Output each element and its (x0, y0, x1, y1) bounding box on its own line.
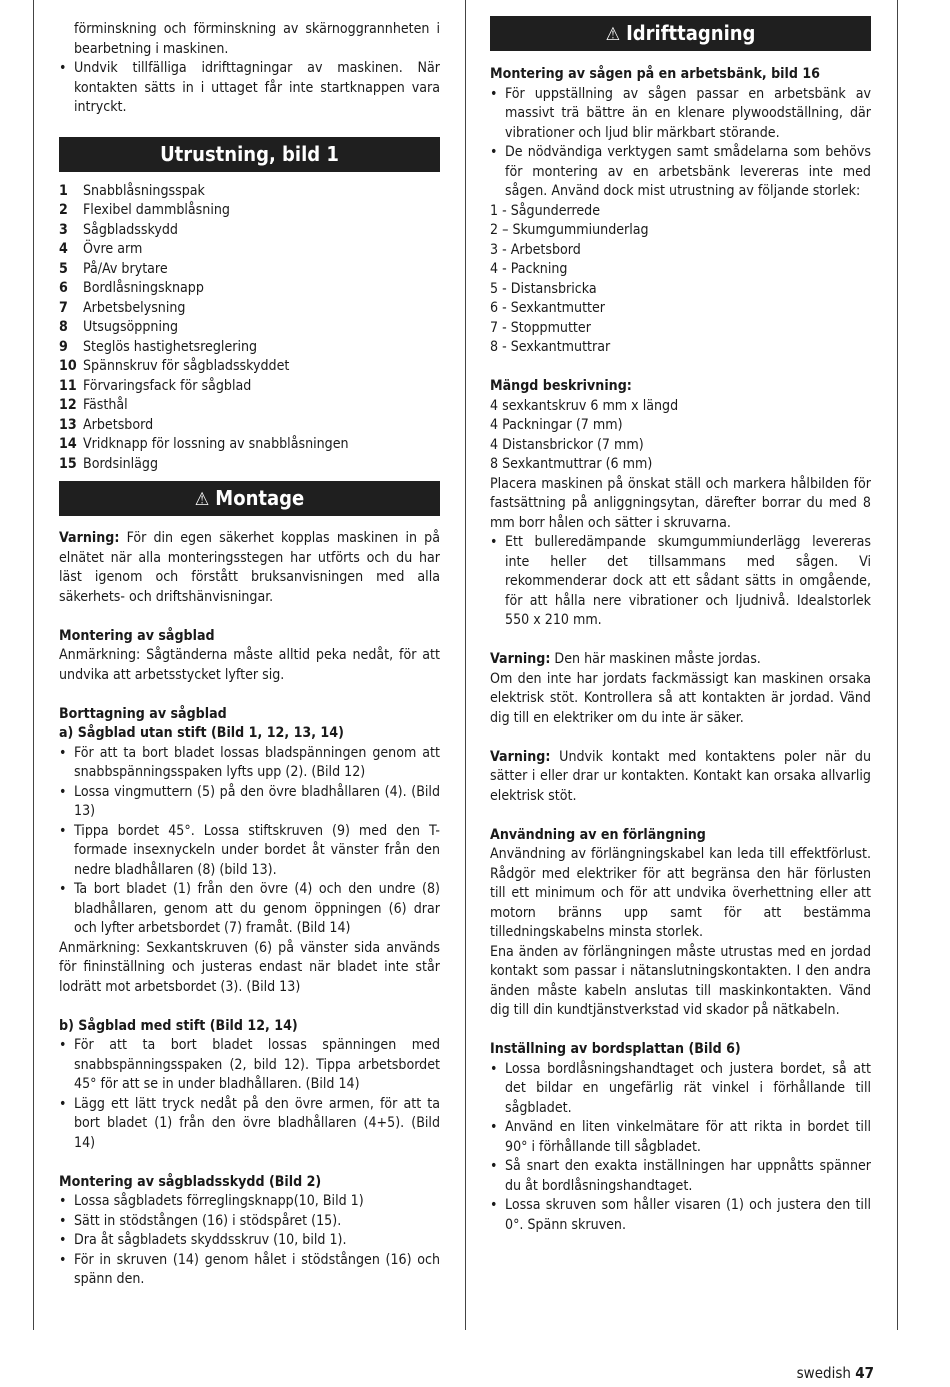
list-item: • För uppställning av sågen passar en arbetsbänk av massivt trä bättre än en klenare plywoodställning, där vibrationer och ljud blir märkbart störande. (490, 85, 871, 144)
equipment-number: 9 (59, 338, 68, 355)
extension-text-1: Användning av förlängningskabel kan leda till effektförlust. Rådgör med elektriker för att begränsa den här förlusten till ett minimum och för att undvika överhettning eller att motorn bränns upp samt för att bestämma tilledningskabelns minsta storlek. (490, 846, 871, 940)
equipment-item (59, 377, 440, 397)
list-item: 8 Sexkantmuttrar (6 mm) (490, 456, 653, 472)
equipment-item (59, 182, 440, 202)
list-item: 3 - Arbetsbord (490, 241, 581, 258)
guard-title: Montering av sågbladsskydd (Bild 2) (59, 1173, 322, 1190)
list-item: förminskning och förminskning av skärnoggrannheten i bearbetning i maskinen. (74, 21, 440, 57)
equipment-header: Utrustning, bild 1 (59, 137, 440, 172)
placement-text: Placera maskinen på önskat ställ och markera hålbilden för fastsättning på anliggningsytan, därefter borrar du med 8 mm borr hålen och sätter i skruvarna. (490, 475, 871, 531)
extension-text-2: Ena änden av förlängningen måste utrustas med en jordad kontakt som passar i nätanslutningskontakten. I den andra änden måste kabeln anslutas till maskinkontakten. Vänd dig till din kundtjänstverkstad vid skador på nätkabeln. (490, 943, 871, 1018)
list-item: 4 - Packning (490, 261, 568, 277)
list-item: 1 - Sågunderrede (490, 202, 601, 219)
equipment-number: 8 (59, 319, 68, 335)
guard-list (59, 1192, 440, 1290)
list-item: • Lossa skruven som håller visaren (1) och justera den till 0°. Spänn skruven. (490, 1196, 871, 1235)
list-item: • Ett bulleredämpande skumgummiunderlägg levereras inte heller det tillsammans med sågen. Vi rekommenderar dock att ett sådant sätts in omgående, för att hålla nere vibrationer och ljudnivå. Idealstorlek 550 x 210 mm. (490, 533, 871, 631)
page-number: 47 (855, 1364, 874, 1382)
equipment-item (59, 221, 440, 241)
blade-mount-title: Montering av sågblad (59, 627, 215, 644)
equipment-item (59, 455, 440, 475)
list-item: • Lossa vingmuttern (5) på den övre bladhållaren (4). (Bild 13) (59, 783, 440, 822)
removal-a-list (59, 744, 440, 939)
montage-header: ⚠ Montage (59, 481, 440, 516)
list-item: • För att ta bort bladet lossas spänningen med snabbspänningsspaken (2, bild 12). Tippa arbetsbordet 45° för att se in under bladhållaren. (Bild 14) (59, 1036, 440, 1095)
equipment-item (59, 396, 440, 416)
equipment-number: 10 (59, 358, 77, 374)
equipment-number: 4 (59, 241, 68, 257)
equipment-number: 11 (59, 377, 77, 394)
equipment-item (59, 357, 440, 377)
list-item: 4 Distansbrickor (7 mm) (490, 436, 644, 453)
list-item: 5 - Distansbricka (490, 280, 597, 297)
ground-warning: Varning: Den här maskinen måste jordas. (490, 651, 761, 667)
removal-title: Borttagning av sågblad (59, 705, 227, 722)
equipment-number: 7 (59, 299, 68, 316)
bench-list (490, 85, 871, 202)
equipment-label: Övre arm (83, 241, 143, 257)
equipment-label: Utsugsöppning (83, 319, 179, 335)
table-setting-title: Inställning av bordsplattan (Bild 6) (490, 1041, 741, 1057)
equipment-label: Vridknapp för lossning av snabblåsningen (83, 436, 349, 452)
removal-b-list (59, 1036, 440, 1153)
parts-list (490, 202, 871, 358)
commissioning-header: ⚠ Idrifttagning (490, 16, 871, 51)
equipment-item (59, 240, 440, 260)
list-item: 8 - Sexkantmuttrar (490, 339, 611, 355)
left-column (59, 20, 440, 1290)
equipment-list (59, 182, 440, 475)
equipment-number: 15 (59, 455, 77, 472)
equipment-label: Flexibel dammblåsning (83, 202, 230, 218)
page-footer (797, 1364, 874, 1384)
list-item: • Sätt in stödstången (16) i stödspåret (15). (59, 1212, 440, 1232)
equipment-item (59, 299, 440, 319)
equipment-label: Steglös hastighetsreglering (83, 338, 258, 355)
montage-warning: Varning: För din egen säkerhet kopplas maskinen in på elnätet när alla monteringsstegen har utförts och du har läst igenom och förstått bruksanvisningen med alla säkerhets- och driftshänvisningar. (59, 530, 440, 605)
list-item: • Så snart den exakta inställningen har uppnåtts spänner du åt bordlåsningshandtaget. (490, 1157, 871, 1196)
equipment-label: Snabblåsningsspak (83, 182, 205, 199)
footer-language: swedish (796, 1364, 851, 1382)
list-item: • Lossa sågbladets förreglingsknapp(10, Bild 1) (59, 1192, 440, 1212)
intro-list (59, 20, 440, 118)
extension-title: Användning av en förlängning (490, 826, 706, 843)
equipment-label: Förvaringsfack för sågblad (83, 377, 252, 394)
equipment-label: Arbetsbelysning (83, 299, 186, 316)
table-setting-list (490, 1060, 871, 1236)
equipment-item (59, 416, 440, 436)
equipment-label: Sågbladsskydd (83, 221, 178, 238)
list-item: 6 - Sexkantmutter (490, 300, 606, 316)
equipment-item (59, 279, 440, 299)
equipment-number: 2 (59, 202, 68, 218)
quantity-list (490, 397, 871, 475)
equipment-number: 5 (59, 260, 68, 277)
list-item: 2 – Skumgummiunderlag (490, 222, 649, 238)
list-item: • För att ta bort bladet lossas bladspänningen genom att snabbspänningsspaken lyfts upp (2). (Bild 12) (59, 744, 440, 783)
equipment-item (59, 201, 440, 221)
list-item: • Lägg ett lätt tryck nedåt på den övre armen, för att ta bort bladet (1) från den övre bladhållaren (4+5). (Bild 14) (59, 1095, 440, 1154)
equipment-item (59, 338, 440, 358)
list-item: • Undvik tillfälliga idrifttagningar av maskinen. När kontakten sätts in i uttaget får inte startknappen vara intryckt. (59, 59, 440, 118)
blade-mount-text: Anmärkning: Sågtänderna måste alltid peka nedåt, för att undvika att arbetsstycket lyfter sig. (59, 647, 440, 683)
equipment-number: 13 (59, 416, 77, 433)
equipment-label: Spännskruv för sågbladsskyddet (83, 358, 290, 374)
removal-sub-a: a) Sågblad utan stift (Bild 1, 12, 13, 14) (59, 725, 344, 741)
right-margin-rule (897, 0, 898, 1330)
list-item: • Dra åt sågbladets skyddsskruv (10, bild 1). (59, 1231, 440, 1251)
equipment-label: Fästhål (83, 397, 128, 413)
list-item: • För in skruven (14) genom hålet i stödstången (16) och spänn den. (59, 1251, 440, 1290)
ground-warning-detail: Om den inte har jordats fackmässigt kan maskinen orsaka elektrisk stöt. Kontrollera så att kontakten är jordad. Vänd dig till en elektriker om du inte är säker. (490, 670, 871, 726)
left-margin-rule (33, 0, 34, 1330)
list-item: 7 - Stoppmutter (490, 319, 591, 336)
warning-triangle-icon: ⚠ (194, 489, 210, 510)
center-column-rule (465, 0, 466, 1330)
equipment-number: 6 (59, 280, 68, 296)
equipment-number: 1 (59, 182, 68, 199)
placement-list (490, 533, 871, 631)
equipment-item (59, 435, 440, 455)
warning-triangle-icon: ⚠ (605, 24, 621, 45)
bench-title: Montering av sågen på en arbetsbänk, bild 16 (490, 66, 820, 82)
equipment-label: Bordsinlägg (83, 455, 159, 472)
equipment-label: På/Av brytare (83, 260, 168, 277)
equipment-item (59, 260, 440, 280)
equipment-number: 3 (59, 221, 68, 238)
equipment-label: Bordlåsningsknapp (83, 280, 204, 296)
removal-sub-b: b) Sågblad med stift (Bild 12, 14) (59, 1017, 298, 1034)
equipment-item (59, 318, 440, 338)
removal-a-note: Anmärkning: Sexkantskruven (6) på vänster sida används för fininställning och justeras endast när bladet inte står lodrätt mot arbetsbordet (3). (Bild 13) (59, 939, 440, 995)
equipment-number: 14 (59, 436, 77, 452)
list-item: • Tippa bordet 45°. Lossa stiftskruven (9) med den T-formade insexnyckeln under bordet åt vänster från den nedre bladhållaren (8) (bild 13). (59, 822, 440, 881)
list-item: • De nödvändiga verktygen samt smådelarna som behövs för montering av en arbetsbänk levereras inte med sågen. Använd dock mist utrustning av följande storlek: (490, 143, 871, 202)
right-column (490, 16, 871, 1235)
quantity-title: Mängd beskrivning: (490, 378, 632, 394)
list-item: • Lossa bordlåsningshandtaget och justera bordet, så att det bildar en ungefärlig rät vinkel i förhållande till sågbladet. (490, 1060, 871, 1119)
list-item: • Använd en liten vinkelmätare för att rikta in bordet till 90° i förhållande till sågbladet. (490, 1118, 871, 1157)
list-item: 4 Packningar (7 mm) (490, 417, 623, 433)
list-item: • Ta bort bladet (1) från den övre (4) och den undre (8) bladhållaren, genom att du genom öppningen (6) drar och lyfter arbetsbordet (7) framåt. (Bild 14) (59, 880, 440, 939)
plug-warning: Varning: Undvik kontakt med kontaktens poler när du sätter i eller drar ur kontakten. Kontakt kan orsaka allvarlig elektrisk stöt. (490, 748, 871, 804)
equipment-label: Arbetsbord (83, 416, 154, 433)
equipment-number: 12 (59, 397, 77, 413)
list-item: 4 sexkantskruv 6 mm x längd (490, 397, 679, 414)
